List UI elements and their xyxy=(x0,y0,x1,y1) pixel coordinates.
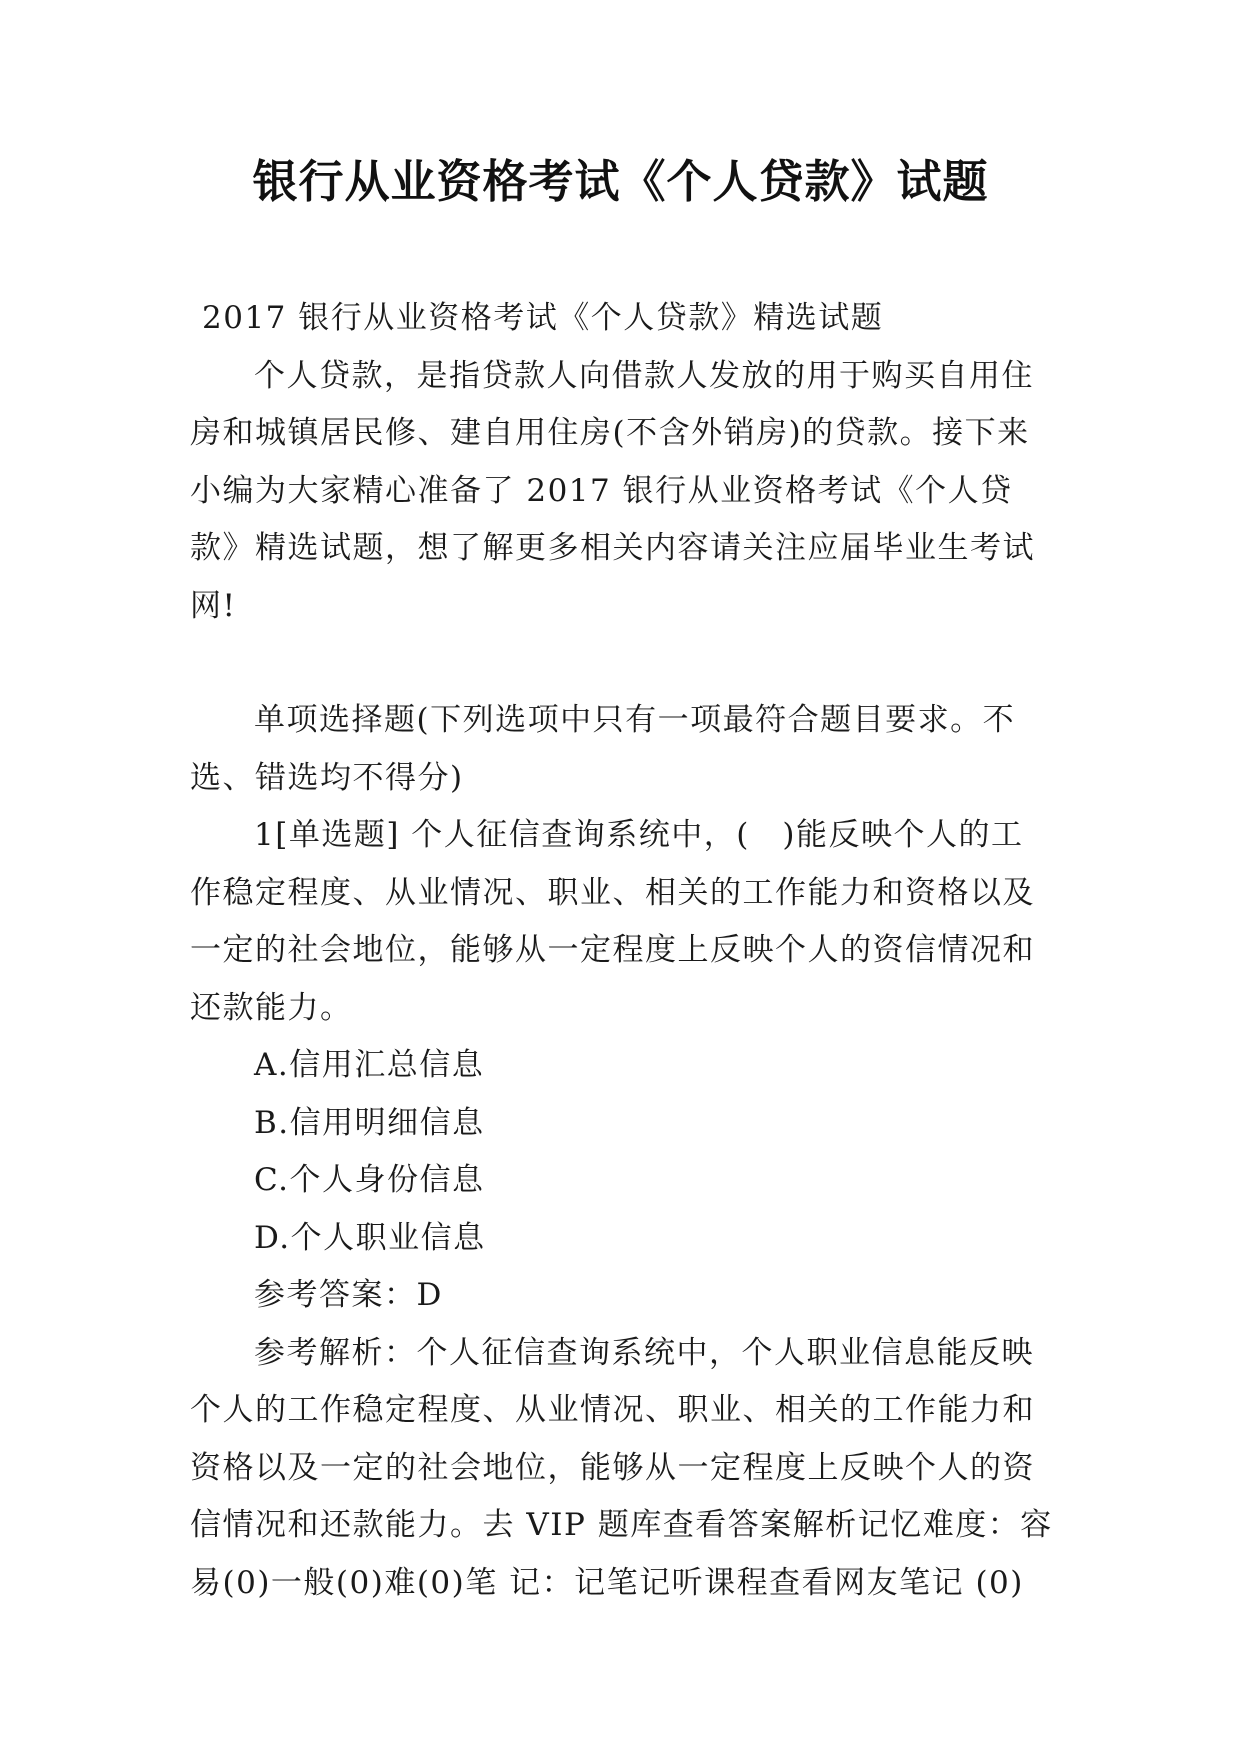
paragraph-spacer xyxy=(190,635,1055,692)
answer-text: 参考答案：D xyxy=(254,1277,443,1313)
option-a: A.信用汇总信息 xyxy=(254,1047,485,1083)
document-subtitle: 2017 银行从业资格考试《个人贷款》精选试题 xyxy=(202,300,884,336)
option-b: B.信用明细信息 xyxy=(254,1104,485,1141)
question-text: 1[单选题] 个人征信查询系统中，( )能反映个人的工作稳定程度、从业情况、职业、相关的工作能力和资格以及一定的社会地位，能够从一定程度上反映个人的资信情况和还款能力。 xyxy=(190,817,1035,1026)
option-d: D.个人职业信息 xyxy=(254,1219,486,1256)
analysis-text: 参考解析：个人征信查询系统中，个人职业信息能反映个人的工作稳定程度、从业情况、职业、相关的工作能力和资格以及一定的社会地位，能够从一定程度上反映个人的资信情况和还款能力。去 VIP 题库查看答案解析记忆难度：容易(0)一般(0)难(0)笔 记：记笔记听课程查看网友笔记 (0) xyxy=(190,1334,1053,1601)
option-c: C.个人身份信息 xyxy=(254,1162,485,1198)
document-body xyxy=(190,290,1055,1612)
document-title: 银行从业资格考试《个人贷款》试题 xyxy=(252,155,989,208)
intro-paragraph: 个人贷款，是指贷款人向借款人发放的用于购买自用住房和城镇居民修、建自用住房(不含外销房)的贷款。接下来小编为大家精心准备了 2017 银行从业资格考试《个人贷款》精选试题，想了解更多相关内容请关注应届毕业生考试网! xyxy=(190,357,1035,624)
section-heading: 单项选择题(下列选项中只有一项最符合题目要求。不选、错选均不得分) xyxy=(190,702,1016,796)
